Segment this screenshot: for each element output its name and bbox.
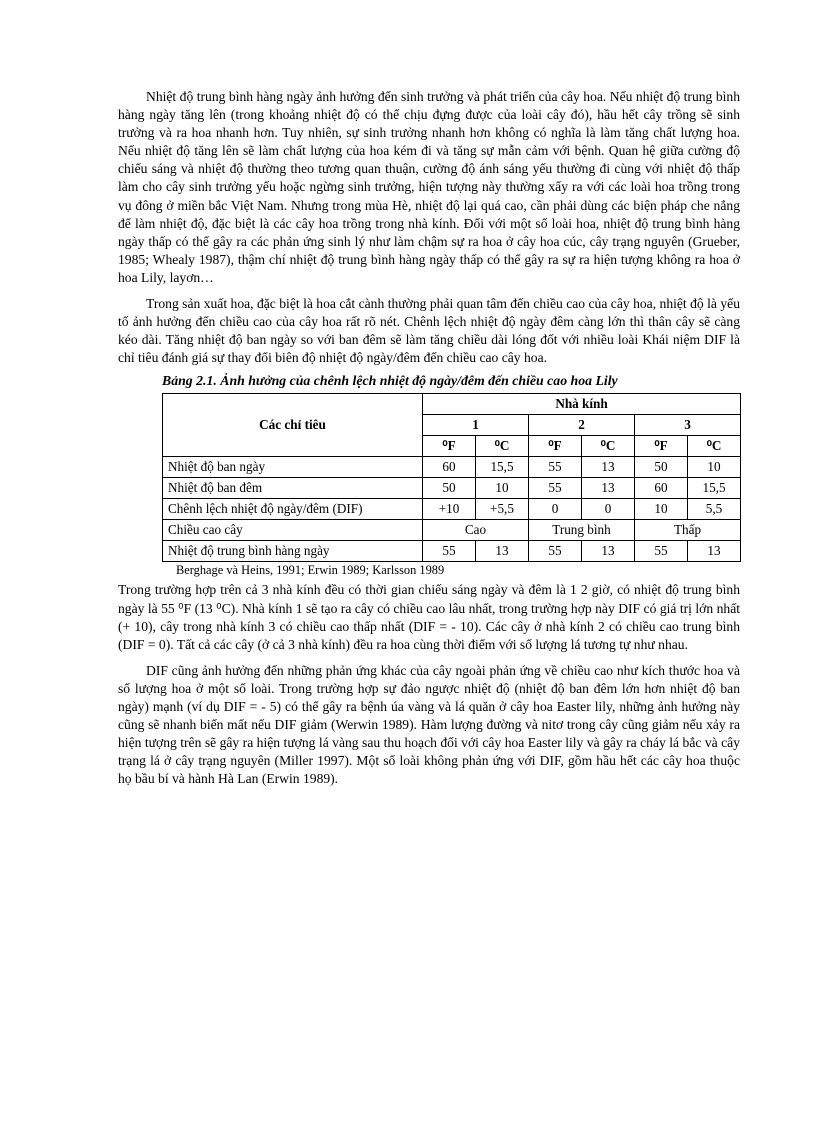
cell: 55 <box>529 541 582 562</box>
row-label: Chiều cao cây <box>163 520 423 541</box>
table-row <box>163 520 741 541</box>
row-label: Chênh lệch nhiệt độ ngày/đêm (DIF) <box>163 499 423 520</box>
row-label: Nhiệt độ trung bình hàng ngày <box>163 541 423 562</box>
cell: 0 <box>582 499 635 520</box>
row-label: Nhiệt độ ban đêm <box>163 478 423 499</box>
greenhouse-3-header: 3 <box>635 415 741 436</box>
cell: +5,5 <box>476 499 529 520</box>
cell: 50 <box>423 478 476 499</box>
cell: 55 <box>635 541 688 562</box>
unit-c-header: ⁰C <box>476 436 529 457</box>
cell: 5,5 <box>688 499 741 520</box>
paragraph-4: DIF cũng ảnh hưởng đến những phản ứng khác của cây ngoài phản ứng về chiều cao như kích thước hoa và số lượng hoa ở một số loài. Trong trường hợp sự đảo ngược nhiệt độ (nhiệt độ ban đêm lớn hơn nhiệt độ ban ngày) mạnh (ví dụ DIF = - 5) có thể gây ra bệnh úa vàng và lá quăn ở cây hoa Easter lily, những ảnh hưởng này cũng sẽ nhanh biến mất nếu DIF giảm (Werwin 1989). Hàm lượng đường và nitơ trong cây cũng giảm nếu xảy ra hiện tượng trên sẽ gây ra hiện tượng lá vàng sau thu hoạch đối với cây hoa Easter lily và gây ra cháy lá bắc và cây trạng lá ở cây trạng nguyên (Miller 1997). Một số loài không phản ứng với DIF, gồm hầu hết các cây hoa thuộc họ bầu bí và hành Hà Lan (Erwin 1989). <box>118 662 740 787</box>
unit-c-header: ⁰C <box>688 436 741 457</box>
greenhouse-1-header: 1 <box>423 415 529 436</box>
cell: 50 <box>635 457 688 478</box>
cell: 13 <box>582 541 635 562</box>
cell: Thấp <box>635 520 741 541</box>
cell: Trung bình <box>529 520 635 541</box>
table-corner-header: Các chỉ tiêu <box>163 394 423 457</box>
cell: 55 <box>529 457 582 478</box>
paragraph-2: Trong sản xuất hoa, đặc biệt là hoa cắt cành thường phải quan tâm đến chiều cao của cây hoa, nhiệt độ là yếu tố ảnh hưởng đến chiều cao của cây hoa rất rõ nét. Chênh lệch nhiệt độ ngày đêm càng lớn thì thân cây sẽ càng kéo dài. Tăng nhiệt độ ban ngày so với ban đêm sẽ làm tăng chiều dài lóng đốt với nhiều loài Khái niệm DIF là chỉ tiêu đánh giá sự thay đổi biên độ nhiệt độ ngày/đêm đến chiều cao cây hoa. <box>118 296 740 366</box>
cell: 55 <box>423 541 476 562</box>
paragraph-3: Trong trường hợp trên cả 3 nhà kính đều có thời gian chiếu sáng ngày và đêm là 1 2 giờ, có nhiệt độ trung bình ngày là 55 ⁰F (13 ⁰C). Nhà kính 1 sẽ tạo ra cây có chiều cao lâu nhất, trong trường hợp này DIF có giá trị lớn nhất (+ 10), cây trong nhà kính 3 có chiều cao thấp nhất (DIF = - 10). Các cây ở nhà kính 2 có chiều cao trung bình (DIF = 0). Tất cả các cây (ở cả 3 nhà kính) đều ra hoa cùng thời điểm với số lượng lá tương tự như nhau. <box>118 582 740 652</box>
cell: 10 <box>688 457 741 478</box>
cell: 13 <box>582 457 635 478</box>
cell: 15,5 <box>476 457 529 478</box>
unit-c-header: ⁰C <box>582 436 635 457</box>
cell: +10 <box>423 499 476 520</box>
unit-f-header: ⁰F <box>529 436 582 457</box>
cell: 10 <box>476 478 529 499</box>
table-caption: Bảng 2.1. Ảnh hưởng của chênh lệch nhiệt độ ngày/đêm đến chiều cao hoa Lily <box>162 373 618 389</box>
cell: 13 <box>476 541 529 562</box>
cell: 60 <box>423 457 476 478</box>
unit-f-header: ⁰F <box>635 436 688 457</box>
table-row <box>163 457 741 478</box>
table-row <box>163 499 741 520</box>
cell: 15,5 <box>688 478 741 499</box>
cell: 13 <box>688 541 741 562</box>
cell: Cao <box>423 520 529 541</box>
table-group-header: Nhà kính <box>423 394 741 415</box>
cell: 0 <box>529 499 582 520</box>
table-row <box>163 478 741 499</box>
unit-f-header: ⁰F <box>423 436 476 457</box>
table-row <box>163 541 741 562</box>
table-source: Berghage và Heins, 1991; Erwin 1989; Karlsson 1989 <box>176 563 445 578</box>
dif-table <box>162 393 741 562</box>
row-label: Nhiệt độ ban ngày <box>163 457 423 478</box>
table-header-row-group <box>163 394 741 415</box>
paragraph-1: Nhiệt độ trung bình hàng ngày ảnh hưởng đến sinh trưởng và phát triển của cây hoa. Nếu nhiệt độ trung bình hàng ngày tăng lên (trong khoảng nhiệt độ có thể chịu đựng được của loài cây đó), hầu hết cây trồng sẽ sinh trưởng và ra hoa nhanh hơn. Tuy nhiên, sự sinh trưởng nhanh hơn không có nghĩa là làm tăng chất lượng hoa. Nếu nhiệt độ tăng lên sẽ làm chất lượng của hoa kém đi và tăng sự mẫn cảm với bệnh. Quan hệ giữa cường độ chiếu sáng và nhiệt độ thường theo tương quan thuận, cường độ ánh sáng yếu thường đi cùng với nhiệt độ thấp làm cho cây sinh trưởng yếu hoặc ngừng sinh trưởng, hiện tượng này thường xẩy ra với các loài hoa trồng trong vụ đông ở miền bắc Việt Nam. Nhưng trong mùa Hè, nhiệt độ lại quá cao, cần phải dùng các biện pháp che nắng để làm nhiệt độ, đặc biệt là các cây hoa trồng trong nhà kính. Đối với một số loài hoa, nhiệt độ trung bình hàng ngày thấp có thể gây ra các phản ứng sinh lý như làm chậm sự ra hoa ở cây hoa cúc, cây trạng nguyên (Grueber, 1985; Whealy 1987), thậm chí nhiệt độ trung bình hàng ngày thấp có thể gây ra sự ra hiện tượng không ra hoa ở hoa Lily, layơn… <box>118 89 740 285</box>
cell: 13 <box>582 478 635 499</box>
cell: 55 <box>529 478 582 499</box>
greenhouse-2-header: 2 <box>529 415 635 436</box>
cell: 60 <box>635 478 688 499</box>
cell: 10 <box>635 499 688 520</box>
